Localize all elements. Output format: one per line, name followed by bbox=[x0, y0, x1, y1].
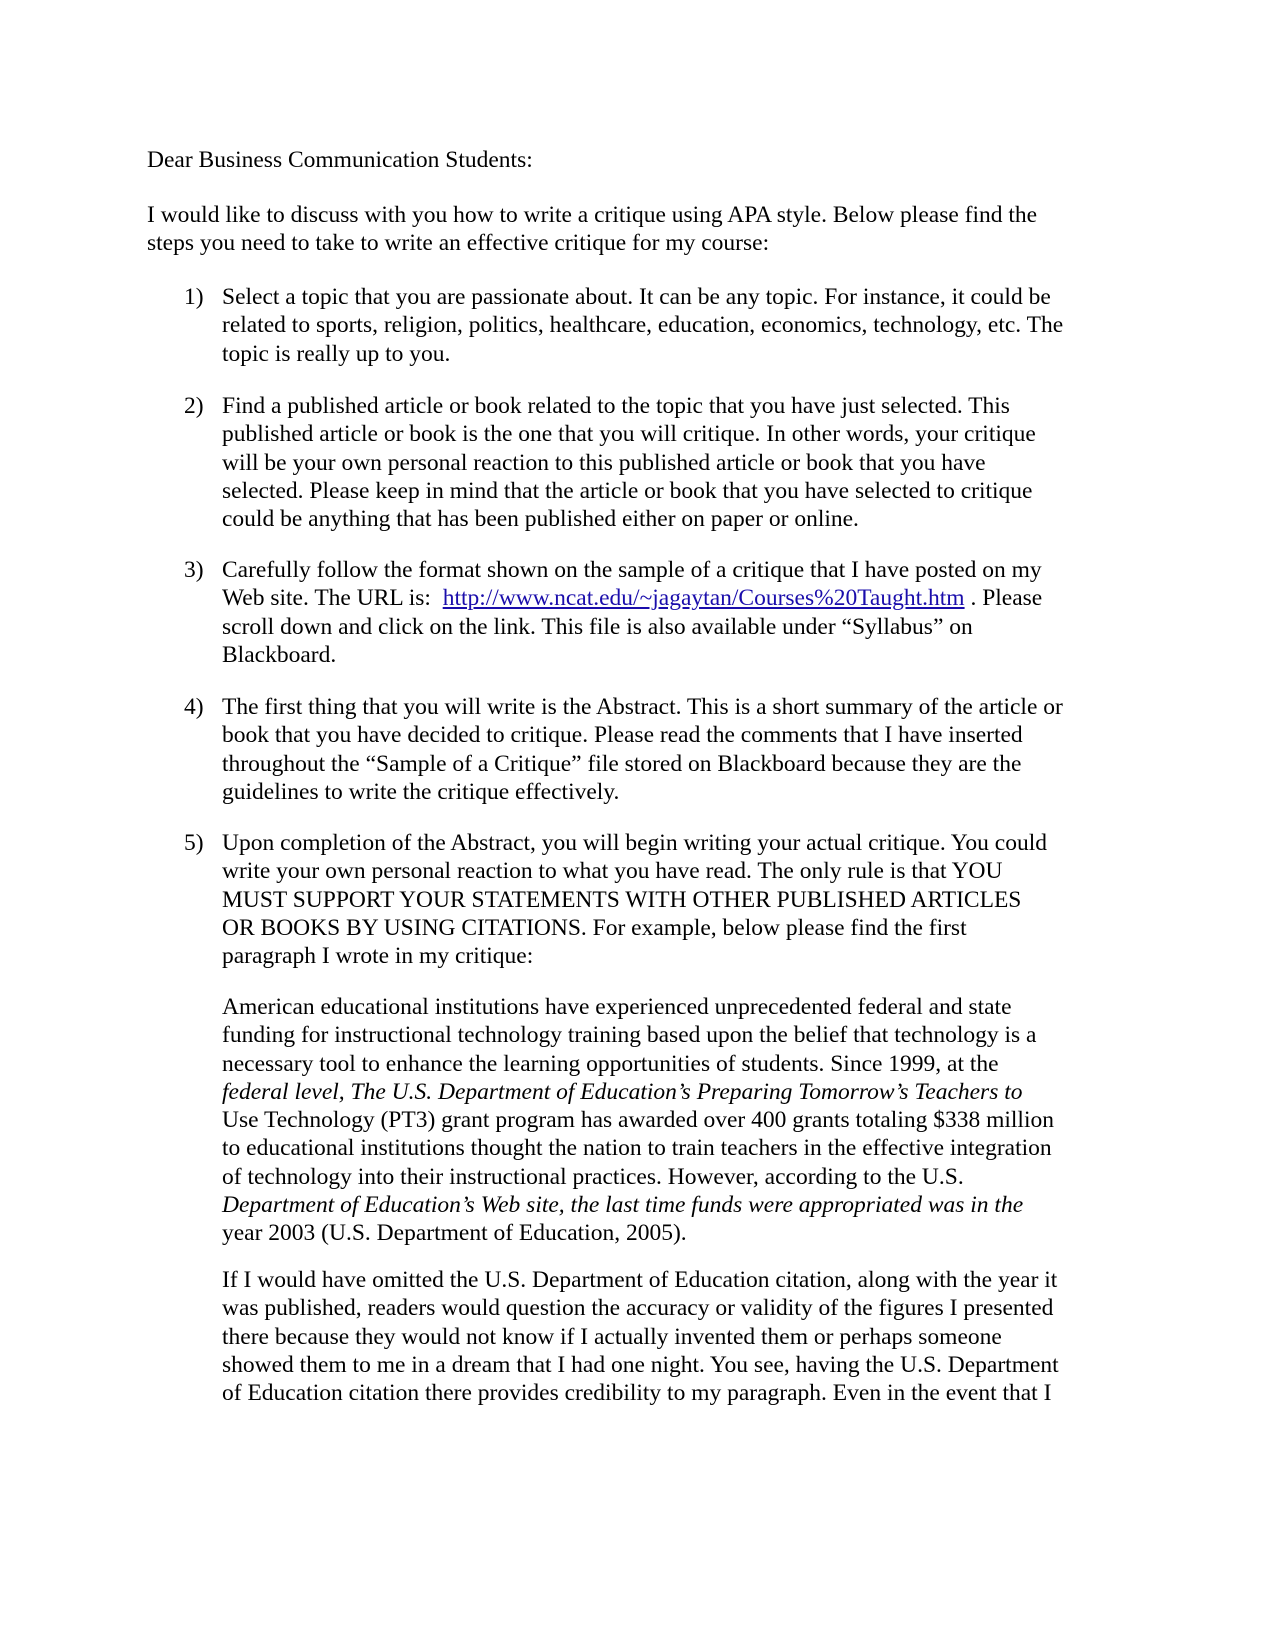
text-line: topic is really up to you. bbox=[222, 340, 451, 367]
text-line: related to sports, religion, politics, healthcare, education, economics, technology, etc. The bbox=[222, 312, 1064, 339]
text-line: MUST SUPPORT YOUR STATEMENTS WITH OTHER PUBLISHED ARTICLES bbox=[222, 886, 1022, 913]
text-line: Carefully follow the format shown on the sample of a critique that I have posted on my bbox=[222, 557, 1042, 583]
text-line: will be your own personal reaction to this published article or book that you have bbox=[222, 449, 986, 476]
intro-line: steps you need to take to write an effective critique for my course: bbox=[147, 230, 770, 257]
quote-line-italic: federal level, The U.S. Department of Education’s Preparing Tomorrow’s Teachers to bbox=[222, 1078, 1023, 1105]
explanation-paragraph bbox=[222, 1266, 1122, 1407]
list-item-text bbox=[222, 693, 1122, 806]
text-line bbox=[222, 584, 1122, 612]
course-url-link[interactable]: http://www.ncat.edu/~jagaytan/Courses%20Taught.htm bbox=[442, 585, 965, 612]
quote-line: funding for instructional technology training based upon the belief that technology is a bbox=[222, 1022, 1037, 1049]
text-line: paragraph I wrote in my critique: bbox=[222, 943, 534, 970]
follow-line: of Education citation there provides credibility to my paragraph. Even in the event that I bbox=[222, 1380, 1052, 1407]
text-line: scroll down and click on the link. This file is also available under “Syllabus” on bbox=[222, 613, 973, 640]
text-line: could be anything that has been published either on paper or online. bbox=[222, 506, 859, 533]
url-after-text: . Please bbox=[970, 585, 1043, 612]
sample-critique-paragraph bbox=[222, 993, 1122, 1248]
text-line: Find a published article or book related to the topic that you have just selected. This bbox=[222, 393, 1010, 419]
follow-line: there because they would not know if I actually invented them or perhaps someone bbox=[222, 1323, 1002, 1350]
list-number: 1) bbox=[184, 284, 204, 310]
text-line: published article or book is the one that you will critique. In other words, your critique bbox=[222, 421, 1036, 448]
quote-line: year 2003 (U.S. Department of Education, 2005). bbox=[222, 1220, 687, 1247]
url-intro-text: Web site. The URL is: bbox=[222, 585, 431, 612]
list-item-text bbox=[222, 283, 1122, 368]
quote-line: necessary tool to enhance the learning opportunities of students. Since 1999, at the bbox=[222, 1050, 999, 1077]
list-item-text bbox=[222, 829, 1122, 970]
list-number: 2) bbox=[184, 393, 204, 419]
text-line: throughout the “Sample of a Critique” file stored on Blackboard because they are the bbox=[222, 750, 1022, 777]
list-item-text bbox=[222, 392, 1122, 533]
text-line: selected. Please keep in mind that the article or book that you have selected to critique bbox=[222, 477, 1033, 504]
follow-line: was published, readers would question the accuracy or validity of the figures I presented bbox=[222, 1295, 1054, 1322]
quote-line: American educational institutions have experienced unprecedented federal and state bbox=[222, 994, 1012, 1020]
list-number: 3) bbox=[184, 557, 204, 583]
salutation: Dear Business Communication Students: bbox=[147, 147, 533, 173]
text-line: OR BOOKS BY USING CITATIONS. For example, below please find the first bbox=[222, 914, 967, 941]
text-line: book that you have decided to critique. Please read the comments that I have inserted bbox=[222, 722, 1023, 749]
quote-line: Use Technology (PT3) grant program has awarded over 400 grants totaling $338 million bbox=[222, 1107, 1054, 1134]
intro-line: I would like to discuss with you how to write a critique using APA style. Below please find the bbox=[147, 202, 1038, 228]
text-line: Upon completion of the Abstract, you will begin writing your actual critique. You could bbox=[222, 830, 1047, 856]
list-item-text bbox=[222, 556, 1122, 669]
list-number: 5) bbox=[184, 830, 204, 856]
text-line: Blackboard. bbox=[222, 641, 337, 668]
list-number: 4) bbox=[184, 694, 204, 720]
quote-line-italic: Department of Education’s Web site, the last time funds were appropriated was in the bbox=[222, 1192, 1024, 1219]
follow-line: If I would have omitted the U.S. Department of Education citation, along with the year it bbox=[222, 1267, 1058, 1293]
text-line: guidelines to write the critique effectively. bbox=[222, 778, 620, 805]
text-line: write your own personal reaction to what you have read. The only rule is that YOU bbox=[222, 858, 1003, 885]
text-line: The first thing that you will write is the Abstract. This is a short summary of the article or bbox=[222, 694, 1063, 720]
intro-paragraph bbox=[147, 201, 1127, 258]
follow-line: showed them to me in a dream that I had one night. You see, having the U.S. Department bbox=[222, 1351, 1059, 1378]
text-line: Select a topic that you are passionate about. It can be any topic. For instance, it could be bbox=[222, 284, 1051, 310]
quote-line: to educational institutions thought the nation to train teachers in the effective integration bbox=[222, 1135, 1052, 1162]
quote-line: of technology into their instructional practices. However, according to the U.S. bbox=[222, 1163, 964, 1190]
